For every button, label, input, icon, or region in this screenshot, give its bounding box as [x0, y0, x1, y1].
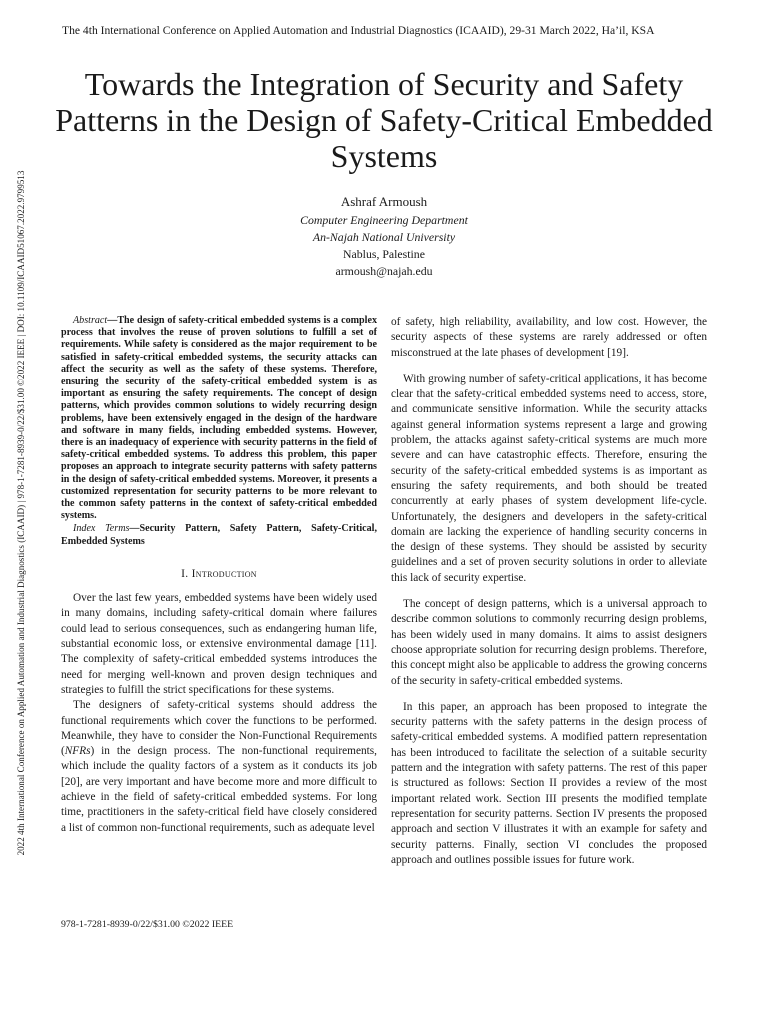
nfr-text-after: ) in the design process. The non-functional requirements, which include the quality factors of a system as it conducts its job [20], are very important and have become more and more difficult to achieve in the field of safety-critical embedded systems. For long time, practitioners in the safety-critical field have closely considered a list of common non-functional requirements, such as adequate level: [61, 745, 377, 834]
intro-paragraph-2: [61, 698, 377, 836]
author-university: An-Najah National University: [312, 230, 456, 244]
author-email: armoush@najah.edu: [335, 264, 433, 278]
intro-paragraph-1: Over the last few years, embedded systems have been widely used in many domains, including safety-critical domain where failures could lead to serious consequences, such as endangering human life, substantial economic loss, or extensive environmental damage [11]. The complexity of safety-critical embedded systems introduces the need for merging well-known and proven design techniques and strategies to fulfill the strict specifications for these systems.: [61, 592, 377, 696]
index-terms: [61, 523, 377, 547]
nfr-text-before: The designers of safety-critical systems should address the functional requirements which cover the functions to be performed. Meanwhile, they have to consider the Non-Functional Requirements (: [61, 699, 377, 758]
index-terms-text: —Security Pattern, Safety Pattern, Safety-Critical, Embedded Systems: [61, 523, 377, 547]
paper-title: Towards the Integration of Security and Safety Patterns in the Design of Safety-Critical Embedded Systems: [55, 66, 713, 174]
abstract-label: Abstract: [73, 315, 108, 326]
intro-paragraph-continued: of safety, high reliability, availability, and low cost. However, the security aspects of these systems are rarely addressed or often misconstrued at the late phases of development [19].: [391, 316, 707, 359]
author-name: Ashraf Armoush: [340, 194, 428, 209]
abstract: [61, 315, 377, 522]
side-margin-text: 2022 4th International Conference on Applied Automation and Industrial Diagnostics (ICAAID) | 978-1-7281-8939-0/22/$31.00 ©2022 IEEE | DOI: 10.1109/ICAAID51067.2022.9799513: [16, 170, 26, 856]
author-location: Nablus, Palestine: [343, 247, 425, 261]
intro-paragraph-3: With growing number of safety-critical applications, it has become clear that the safety-critical embedded systems need to access, store, and communicate sensitive information. While the security attacks against general information systems represent a large and growing problem, the attacks against safety-critical systems are much more severe and can have catastrophic effects. Therefore, ensuring the security of the safety-critical embedded systems is as important as ensuring the safety requirements, and both should be treated concurrently at early phases of system development life-cycle. Unfortunately, the designers and developers in the safety-critical domain are lacking the experience of handling security concerns in the design of these systems. They should be assisted by security guidelines and a set of proven security solutions in order to alleviate this lack of security expertise.: [391, 372, 707, 584]
abstract-text: —The design of safety-critical embedded systems is a complex process that involves the reuse of proven solutions to fulfill a set of requirements. While safety is considered as the major requirement to be satisfied in safety-critical embedded systems, the security attacks can affect the security as well as the safety of these systems. Therefore, ensuring the security of the safety-critical embedded system is as important as ensuring the safety requirements. The concept of design patterns, which provides common solutions to widely recurring design problems, have been extensively engaged in the design of the hardware and software in many fields, including embedded systems. However, there is an inadequacy of experience with security patterns in the field of safety-critical embedded systems. To address this problem, this paper proposes an approach to integrate security patterns with safety patterns in the design of safety-critical embedded systems. Moreover, it presents a customized representation for security patterns to be more relevant to the common safety patterns in the context of safety-critical embedded systems.: [61, 315, 377, 522]
author-department: Computer Engineering Department: [300, 213, 468, 227]
copyright-footer: 978-1-7281-8939-0/22/$31.00 ©2022 IEEE: [61, 919, 234, 930]
nfr-abbreviation: NFRs: [64, 745, 91, 758]
left-column: [61, 315, 377, 836]
section-heading: I. Introduction: [181, 566, 257, 580]
conference-header: The 4th International Conference on Applied Automation and Industrial Diagnostics (ICAAID), 29-31 March 2022, Ha’il, KSA: [62, 24, 655, 37]
intro-paragraph-5: In this paper, an approach has been proposed to integrate the security patterns with the safety patterns in the design process of safety-critical embedded systems. A modified pattern representation has been introduced to facilitate the selection of a suitable security pattern and the integration with safety patterns. The rest of this paper is structured as follows: Section II provides a review of the most important related work. Section III presents the modified template representation for security patterns. Section IV presents the proposed approach and section V illustrates it with an example for safety and security patterns. Finally, section VI concludes the proposed approach and outlines possible issues for future work.: [391, 700, 707, 866]
index-terms-label: Index Terms: [73, 523, 130, 535]
intro-paragraph-4: The concept of design patterns, which is a universal approach to describe common solutions to commonly recurring design problems, has been widely used in many domains. It aims to assist designers choose appropriate solution for recurring design problems. Therefore, this concept might also be applicable to address the growing concerns of the security in safety-critical embedded systems.: [391, 598, 707, 687]
right-column: [391, 315, 707, 879]
author-block: [0, 193, 768, 280]
